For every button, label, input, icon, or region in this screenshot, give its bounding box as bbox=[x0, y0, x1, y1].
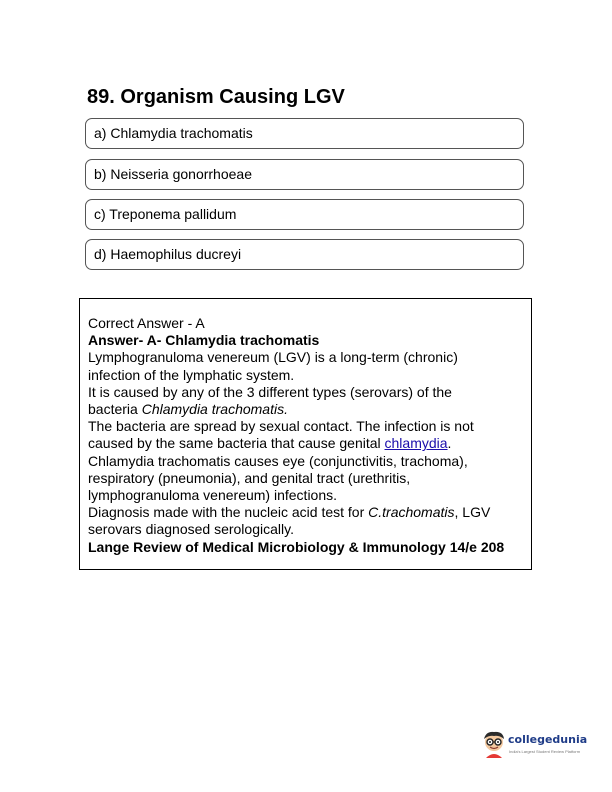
explanation-line: It is caused by any of the 3 different types (serovars) of the bbox=[88, 383, 452, 400]
explanation-line bbox=[88, 435, 531, 452]
reference-text: Lange Review of Medical Microbiology & Immunology 14/e 208 bbox=[88, 538, 505, 555]
explanation-text: , LGV bbox=[454, 504, 491, 521]
brand-tagline: India's Largest Student Review Platform bbox=[509, 749, 581, 754]
organism-name: C.trachomatis bbox=[368, 504, 455, 521]
explanation-text: bacteria bbox=[88, 401, 142, 418]
explanation-line: serovars diagnosed serologically. bbox=[88, 521, 294, 538]
explanation-text: Diagnosis made with the nucleic acid test for bbox=[88, 504, 369, 521]
brand-name: collegedunia bbox=[508, 733, 588, 746]
option-d[interactable]: d) Haemophilus ducreyi bbox=[85, 239, 524, 270]
mascot-icon bbox=[481, 730, 507, 758]
chlamydia-link[interactable]: chlamydia bbox=[384, 435, 448, 452]
option-b[interactable]: b) Neisseria gonorrhoeae bbox=[85, 159, 524, 190]
explanation-line: The bacteria are spread by sexual contact. The infection is not bbox=[88, 418, 474, 435]
explanation-line bbox=[88, 401, 531, 418]
explanation-text: caused by the same bacteria that cause genital bbox=[88, 435, 385, 452]
answer-explanation-box bbox=[79, 298, 532, 570]
organism-name: Chlamydia trachomatis. bbox=[141, 401, 288, 418]
collegedunia-logo[interactable] bbox=[481, 730, 588, 760]
option-a[interactable]: a) Chlamydia trachomatis bbox=[85, 118, 524, 149]
explanation-text: . bbox=[447, 435, 452, 452]
explanation-line: Chlamydia trachomatis causes eye (conjunctivitis, trachoma), bbox=[88, 452, 468, 469]
explanation-line: respiratory (pneumonia), and genital tract (urethritis, bbox=[88, 469, 411, 486]
question-title: 89. Organism Causing LGV bbox=[87, 86, 345, 108]
explanation-line: infection of the lymphatic system. bbox=[88, 366, 295, 383]
option-c[interactable]: c) Treponema pallidum bbox=[85, 199, 524, 230]
explanation-line: Lymphogranuloma venereum (LGV) is a long-term (chronic) bbox=[88, 349, 458, 366]
answer-heading: Answer- A- Chlamydia trachomatis bbox=[88, 332, 320, 349]
correct-answer-text: Correct Answer - A bbox=[88, 315, 205, 331]
explanation-line: lymphogranuloma venereum) infections. bbox=[88, 487, 338, 504]
explanation-line bbox=[88, 504, 531, 521]
